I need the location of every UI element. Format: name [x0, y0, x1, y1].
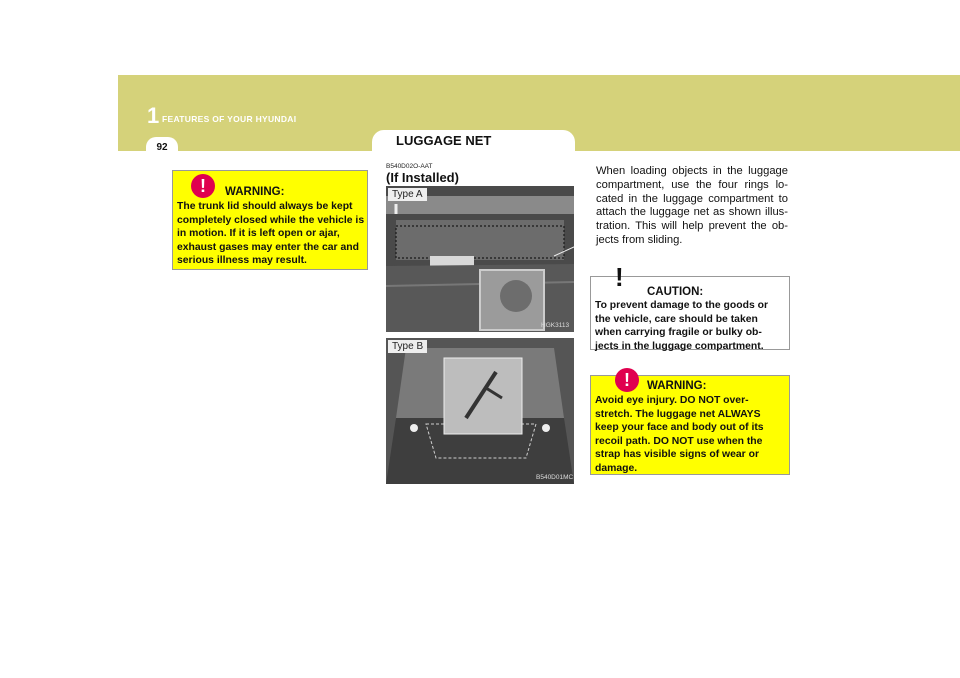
luggage-net-instructions: When loading objects in the luggage compartment, use the four rings lo-cated in the luggage compartment to attach the luggage net as shown illus-tration. This will help prevent the ob-jects from sliding. [596, 165, 788, 246]
warning-title: WARNING: [647, 380, 707, 392]
trunk-type-b-illustration [386, 338, 574, 484]
page-number: 92 [146, 137, 178, 157]
caution-text: To prevent damage to the goods or the vehicle, care should be taken when carrying fragile or bulky ob-jects in the luggage compartment. [595, 300, 768, 352]
trunk-lid-warning-box [172, 170, 368, 270]
photo-b-code: B540D01MC [536, 474, 574, 481]
luggage-net-photo-type-b [386, 338, 574, 484]
warning-text: Avoid eye injury. DO NOT over-stretch. The luggage net ALWAYS keep your face and body out of its recoil path. DO NOT use when the strap has visible signs of wear or damage. [595, 395, 764, 474]
caution-icon: ! [615, 262, 624, 292]
type-a-label: Type A [388, 188, 427, 201]
caution-title: CAUTION: [647, 286, 704, 298]
warning-icon: ! [615, 368, 639, 392]
trunk-type-a-illustration [386, 186, 574, 332]
photo-a-code: HGK3113 [541, 322, 570, 329]
caution-box [590, 262, 790, 352]
warning-text: The trunk lid should always be kept completely closed while the vehicle is in motion. If it is left open or ajar, exhaust gases may enter the car and serious illness may result. [177, 201, 365, 267]
chapter-number: 1 [147, 103, 160, 128]
type-b-label: Type B [388, 340, 427, 353]
eye-injury-warning-box [590, 370, 790, 475]
chapter-title: FEATURES OF YOUR HYUNDAI [162, 114, 297, 124]
warning-title: WARNING: [225, 186, 285, 198]
section-code: B540D02O-AAT [386, 163, 433, 170]
if-installed-subtitle: (If Installed) [386, 170, 459, 185]
luggage-net-photo-type-a [386, 186, 574, 332]
warning-icon: ! [191, 174, 215, 198]
section-title: LUGGAGE NET [372, 130, 575, 152]
